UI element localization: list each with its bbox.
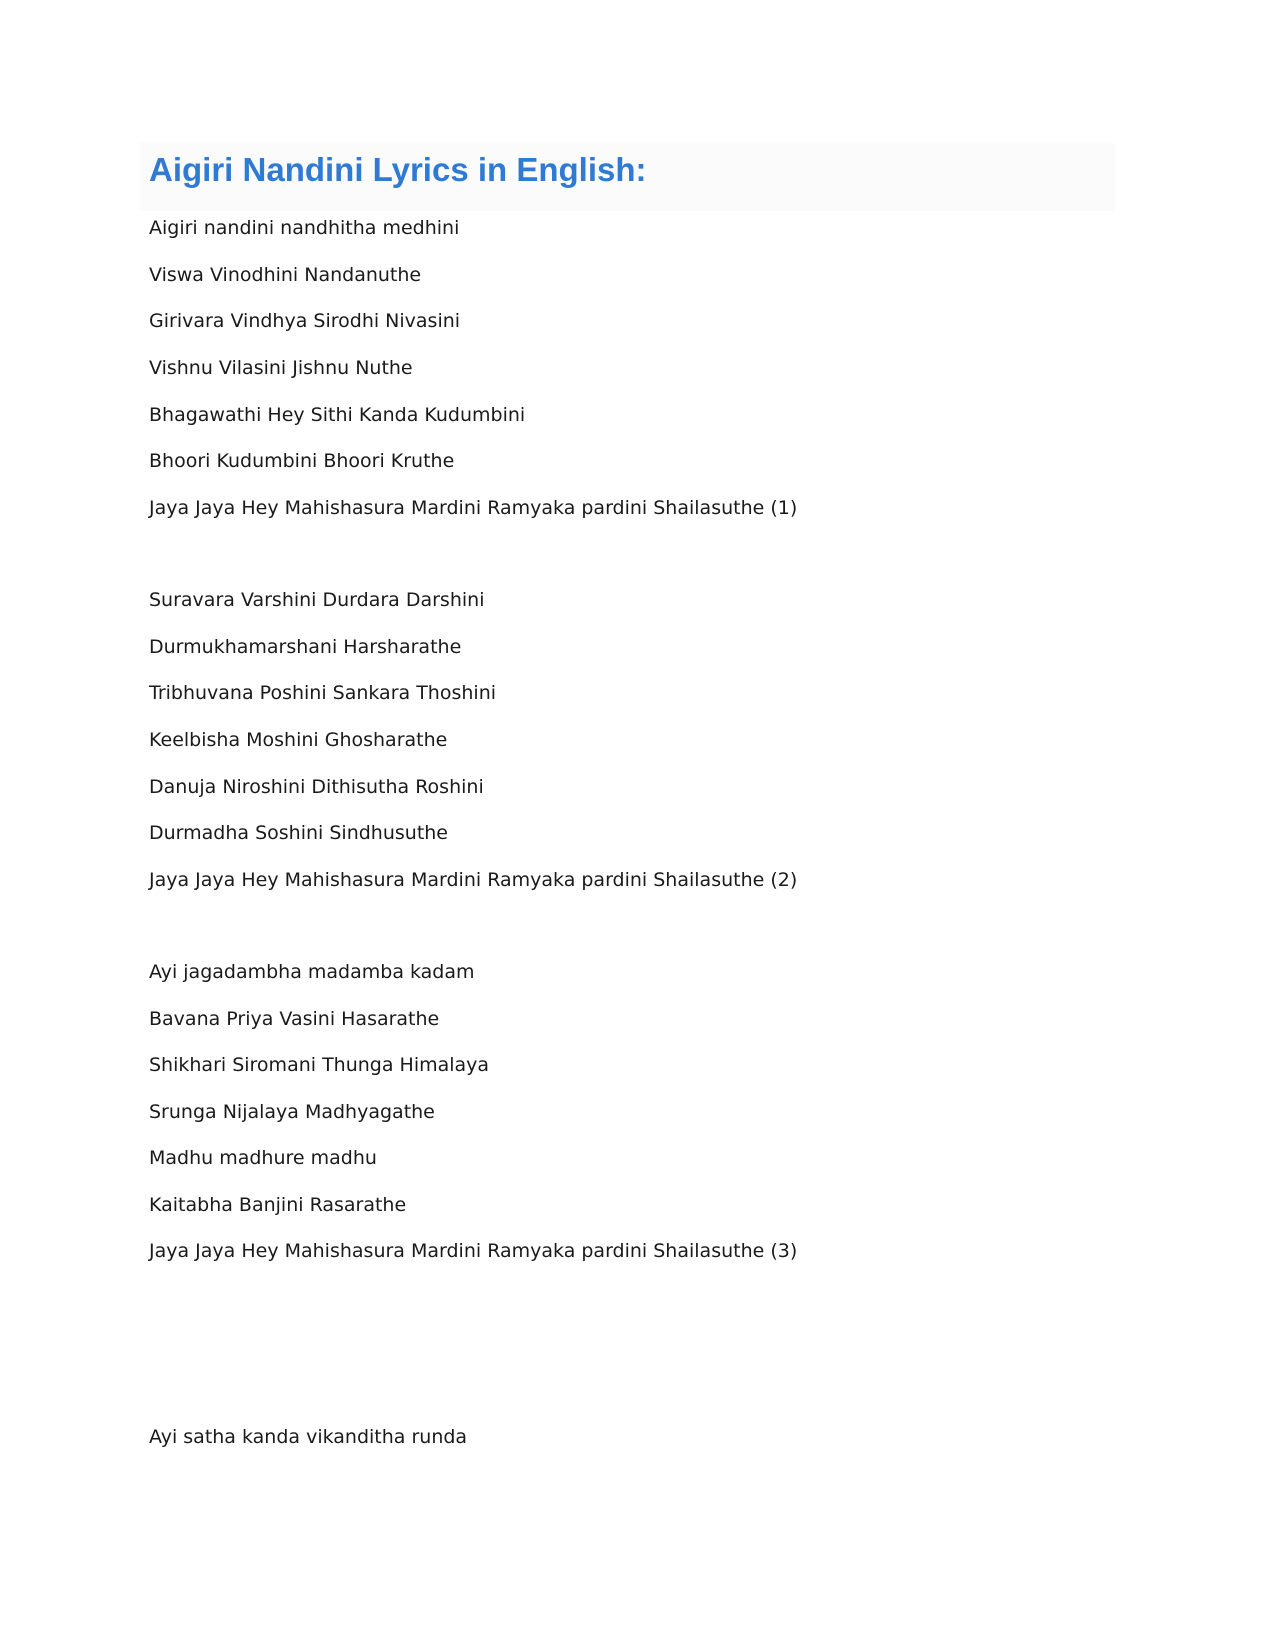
document-title: Aigiri Nandini Lyrics in English: (149, 151, 647, 188)
lyric-line: Suravara Varshini Durdara Darshini (149, 589, 485, 611)
lyric-line: Keelbisha Moshini Ghosharathe (149, 729, 448, 751)
lyric-line: Shikhari Siromani Thunga Himalaya (149, 1054, 490, 1076)
lyric-line: Durmadha Soshini Sindhusuthe (149, 822, 448, 844)
lyric-line: Bhoori Kudumbini Bhoori Kruthe (149, 450, 455, 472)
lyric-line: Danuja Niroshini Dithisutha Roshini (149, 776, 484, 798)
lyric-line: Vishnu Vilasini Jishnu Nuthe (149, 357, 413, 379)
lyric-line: Bhagawathi Hey Sithi Kanda Kudumbini (149, 404, 526, 426)
lyric-line: Durmukhamarshani Harsharathe (149, 636, 462, 658)
lyric-line: Viswa Vinodhini Nandanuthe (149, 264, 422, 286)
lyric-line: Srunga Nijalaya Madhyagathe (149, 1101, 435, 1123)
lyric-line: Tribhuvana Poshini Sankara Thoshini (149, 682, 497, 704)
lyric-line: Jaya Jaya Hey Mahishasura Mardini Ramyaka pardini Shailasuthe (3) (149, 1240, 798, 1262)
lyric-line: Ayi satha kanda vikanditha runda (149, 1426, 468, 1448)
lyric-line: Girivara Vindhya Sirodhi Nivasini (149, 310, 461, 332)
lyric-line: Ayi jagadambha madamba kadam (149, 961, 475, 983)
lyric-line: Aigiri nandini nandhitha medhini (149, 217, 460, 239)
lyric-line: Jaya Jaya Hey Mahishasura Mardini Ramyaka pardini Shailasuthe (2) (149, 869, 798, 891)
lyric-line: Bavana Priya Vasini Hasarathe (149, 1008, 440, 1030)
lyric-line: Kaitabha Banjini Rasarathe (149, 1194, 407, 1216)
lyric-line: Jaya Jaya Hey Mahishasura Mardini Ramyaka pardini Shailasuthe (1) (149, 497, 798, 519)
lyric-line: Madhu madhure madhu (149, 1147, 377, 1169)
